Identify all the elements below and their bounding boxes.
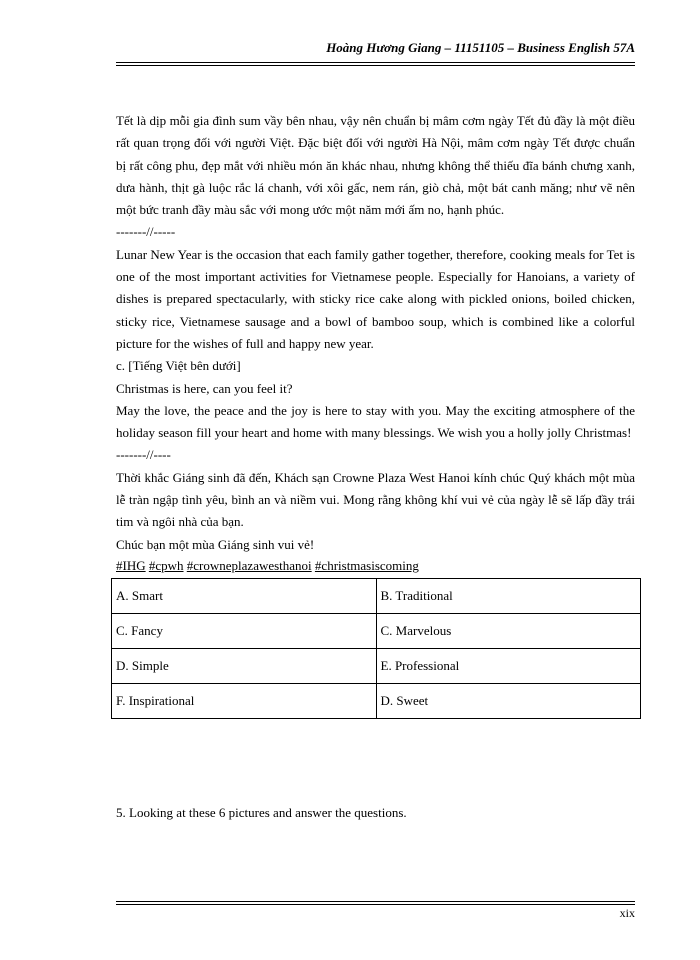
page-header: Hoàng Hương Giang – 11151105 – Business English 57A	[116, 40, 635, 63]
question-5: 5. Looking at these 6 pictures and answer the questions.	[116, 805, 407, 820]
paragraph-en-tet: Lunar New Year is the occasion that each family gather together, therefore, cooking meals for Tet is one of the most important activities for Vietnamese people. Especially for Hanoians, a variety of dishes is prepared spectacularly, with sticky rice cake along with pickled onions, boiled chicken, sticky rice, Vietnamese sausage and a bowl of bamboo soup, which is combined like a colorful picture for the wishes of full and happy new year.	[116, 246, 635, 351]
table-row	[112, 683, 641, 718]
option-cell: D. Simple	[112, 648, 377, 683]
options-table	[111, 578, 641, 719]
page-content	[116, 110, 635, 719]
separator: -------//-----	[116, 224, 176, 240]
table-row	[112, 613, 641, 648]
option-cell: D. Sweet	[376, 683, 641, 718]
page-number: xix	[619, 906, 635, 920]
option-cell: F. Inspirational	[112, 683, 377, 718]
paragraph-vi-christmas: Thời khắc Giáng sinh đã đến, Khách sạn Crowne Plaza West Hanoi kính chúc Quý khách một mùa lễ tràn ngập tình yêu, bình an và niềm vui. Mong rằng không khí vui vẻ của ngày lễ sẽ lấp đầy trái tim và ngôi nhà của bạn.	[116, 469, 635, 530]
footer-divider	[116, 901, 635, 902]
section-c-label: c. [Tiếng Việt bên dưới]	[116, 358, 241, 374]
option-cell: C. Fancy	[112, 613, 377, 648]
hashtags	[116, 556, 635, 576]
paragraph-vi-tet: Tết là dịp mỗi gia đình sum vầy bên nhau, vậy nên chuẩn bị mâm cơm ngày Tết đủ đầy là một điều rất quan trọng đối với người Việt. Đặc biệt đối với người Hà Nội, mâm cơm ngày Tết được chuẩn bị rất công phu, đẹp mắt với nhiều món ăn khác nhau, nhưng không thể thiếu đĩa bánh chưng xanh, dưa hành, thịt gà luộc rắc lá chanh, với xôi gấc, nem rán, giò chả, một bát canh măng; như vẽ nên một bức tranh đầy màu sắc với mong ước một năm mới ấm no, hạnh phúc.	[116, 113, 635, 218]
option-cell: A. Smart	[112, 578, 377, 613]
option-cell: C. Marvelous	[376, 613, 641, 648]
separator: -------//----	[116, 447, 171, 463]
table-row	[112, 648, 641, 683]
paragraph-en-christmas: May the love, the peace and the joy is here to stay with you. May the exciting atmosphere of the holiday season fill your heart and home with many blessings. We wish you a holly jolly Christmas!	[116, 402, 635, 441]
option-cell: B. Traditional	[376, 578, 641, 613]
hashtag[interactable]: #cpwh	[148, 557, 184, 573]
table-row	[112, 578, 641, 613]
hashtag[interactable]: #IHG	[116, 557, 146, 573]
option-cell: E. Professional	[376, 648, 641, 683]
christmas-wish: Chúc bạn một mùa Giáng sinh vui vẻ!	[116, 536, 315, 552]
hashtag[interactable]: #christmasiscoming	[314, 557, 419, 573]
christmas-question: Christmas is here, can you feel it?	[116, 380, 293, 396]
hashtag[interactable]: #crowneplazawesthanoi	[186, 557, 312, 573]
